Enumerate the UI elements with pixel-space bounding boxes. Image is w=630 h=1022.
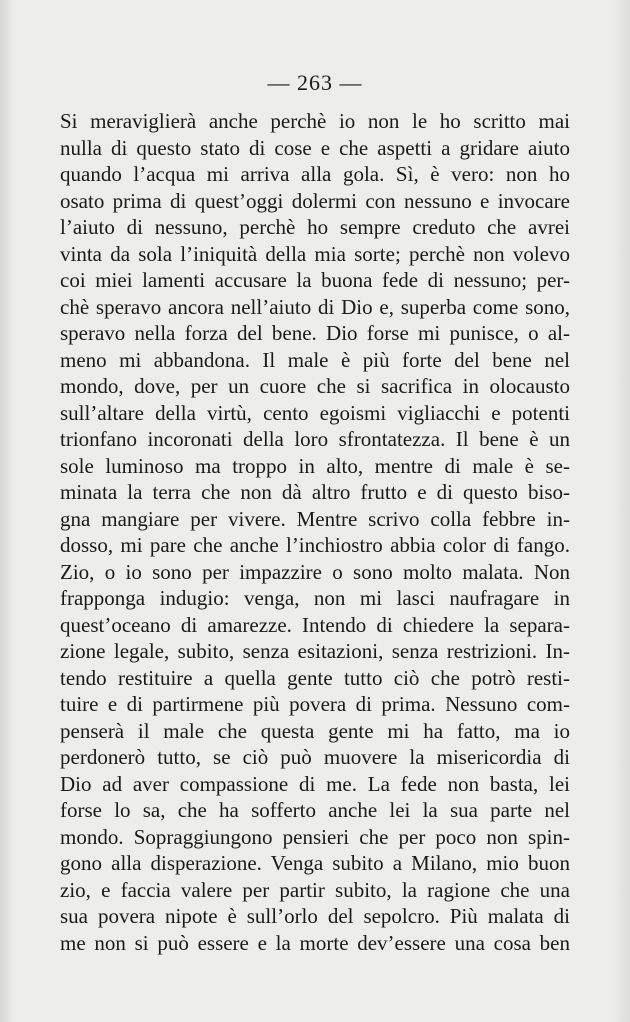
page-left-edge-shadow	[0, 0, 14, 1022]
text-line-6: vinta da sola l’iniquità della mia sorte; perchè non volevo	[60, 241, 570, 266]
text-line-14: sole luminoso ma troppo in alto, mentre di male è se-	[60, 453, 570, 478]
text-line-11: mondo, dove, per un cuore che si sacrifica in olocausto	[60, 374, 570, 398]
text-line-10: meno mi abbandona. Il male è più forte del bene nel	[60, 347, 570, 372]
text-line-18: Zio, o io sono per impazzire o sono molto malata. Non	[60, 559, 570, 584]
text-line-28: mondo. Sopraggiungono pensieri che per poco non spin-	[60, 824, 570, 849]
text-line-22: tendo restituire a quella gente tutto ciò che potrò resti-	[60, 665, 570, 690]
text-line-13: trionfano incoronati della loro sfrontatezza. Il bene è un	[60, 427, 570, 451]
text-line-27: forse lo sa, che ha sofferto anche lei la sua parte nel	[60, 798, 570, 822]
text-line-7: coi miei lamenti accusare la buona fede di nessuno; per-	[60, 268, 570, 292]
page-right-edge-shadow	[612, 0, 630, 1022]
text-line-16: gna mangiare per vivere. Mentre scrivo colla febbre in-	[60, 506, 570, 531]
text-line-8: chè speravo ancora nell’aiuto di Dio e, superba come sono,	[60, 294, 570, 319]
text-line-24: penserà il male che questa gente mi ha fatto, ma io	[60, 718, 570, 743]
text-line-29: gono alla disperazione. Venga subito a Milano, mio buon	[60, 851, 570, 875]
text-line-25: perdonerò tutto, se ciò può muovere la misericordia di	[60, 745, 570, 769]
text-line-32: me non si può essere e la morte dev’essere una cosa ben	[60, 930, 570, 955]
body-text	[60, 108, 570, 956]
text-line-12: sull’altare della virtù, cento egoismi vigliacchi e potenti	[60, 400, 570, 425]
text-line-31: sua povera nipote è sull’orlo del sepolcro. Più malata di	[60, 904, 570, 928]
text-line-15: minata la terra che non dà altro frutto e di questo biso-	[60, 480, 570, 504]
text-line-21: zione legale, subito, senza esitazioni, senza restrizioni. In-	[60, 639, 570, 663]
text-line-26: Dio ad aver compassione di me. La fede non basta, lei	[60, 771, 570, 796]
text-line-30: zio, e faccia valere per partir subito, la ragione che una	[60, 877, 570, 902]
text-line-3: quando l’acqua mi arriva alla gola. Sì, è vero: non ho	[60, 162, 570, 186]
text-line-1: Si meraviglierà anche perchè io non le ho scritto mai	[60, 109, 570, 133]
page-number: — 263 —	[267, 70, 363, 95]
text-line-2: nulla di questo stato di cose e che aspetti a gridare aiuto	[60, 135, 570, 160]
text-line-5: l’aiuto di nessuno, perchè ho sempre creduto che avrei	[60, 215, 570, 239]
text-line-17: dosso, mi pare che anche l’inchiostro abbia color di fango.	[60, 533, 570, 557]
text-line-23: tuire e di partirmene più povera di prima. Nessuno com-	[60, 692, 570, 716]
text-line-9: speravo nella forza del bene. Dio forse mi punisce, o al-	[60, 321, 570, 345]
text-line-4: osato prima di quest’oggi dolermi con nessuno e invocare	[60, 188, 570, 213]
text-line-20: quest’oceano di amarezze. Intendo di chiedere la separa-	[60, 612, 570, 637]
text-line-19: frapponga indugio: venga, non mi lasci naufragare in	[60, 586, 570, 610]
